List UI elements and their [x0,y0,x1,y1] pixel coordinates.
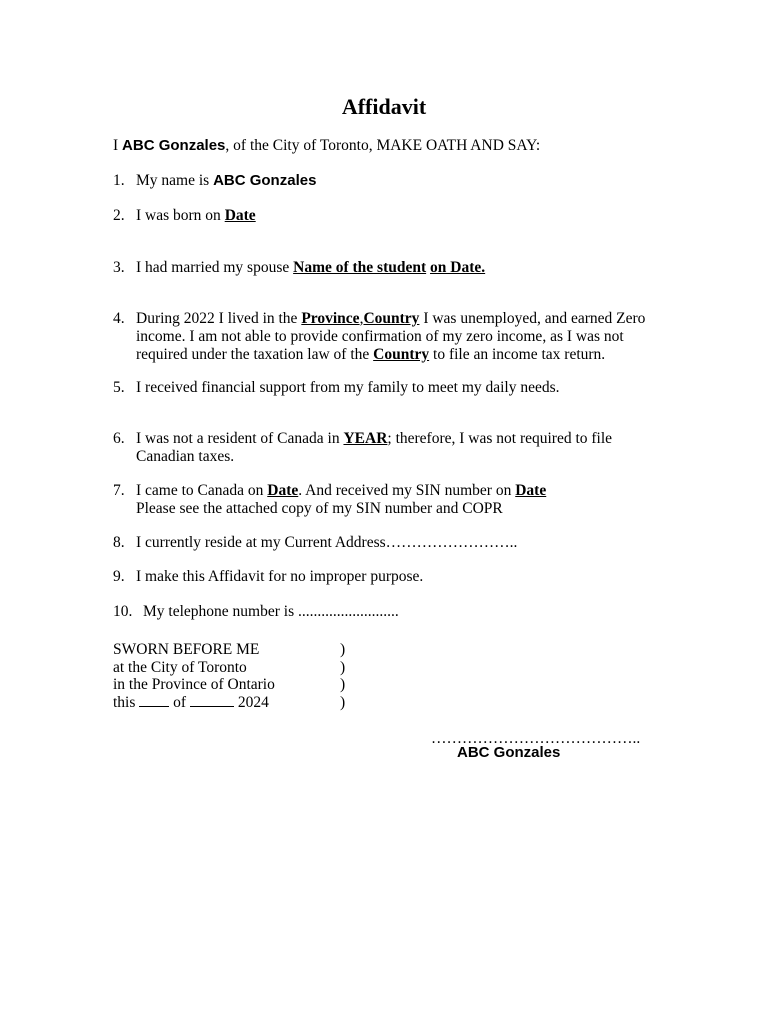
jurat-text: at the City of Toronto [113,658,247,676]
day-blank [139,694,169,707]
item-text-part: I currently reside at my Current Address…………………….. [136,534,518,551]
item-number: 9. [113,568,125,585]
item-text-part: My telephone number is .......................... [143,603,399,620]
jurat-line [113,659,353,677]
item-text [136,310,656,364]
signatory-name: ABC Gonzales [457,744,561,761]
intro-prefix: I [113,137,119,154]
arrival-date-field: Date [267,482,299,499]
item-text-part: I had married my spouse [136,259,294,276]
jurat-block [113,641,353,711]
signature-line: ………………………………….. [431,730,641,747]
item-text-part: . And received my SIN number on [298,482,516,499]
item-text-part: I was unemployed, and earned Zero [419,310,646,327]
item-text-part: I make this Affidavit for no improper purpose. [136,568,424,585]
item-text-part: My name is [136,172,214,189]
item-text [136,482,656,518]
item-text-part: I was born on [136,207,225,224]
item-number: 2. [113,207,125,224]
item-text [143,603,663,621]
jurat-paren: ) [340,676,346,693]
item-text-part: ; therefore, I was not required to file [387,430,613,447]
intro-suffix: , of the City of Toronto, MAKE OATH AND SAY: [225,137,541,154]
jurat-line [113,641,353,659]
jurat-line [113,676,353,694]
country-field: Country [363,310,420,327]
jurat-paren: ) [340,658,346,676]
jurat-line [113,694,353,712]
jurat-paren: ) [340,641,346,658]
item-text [136,207,656,225]
document-title: Affidavit [341,94,427,119]
deponent-name: ABC Gonzales [122,137,226,154]
item-text-part: , [359,310,364,327]
item-text [136,379,656,397]
intro-line [113,137,540,155]
deponent-name: ABC Gonzales [213,172,317,189]
item-text [136,568,656,586]
item-text-part: required under the taxation law of the [136,346,374,363]
jurat-text: of [173,693,187,711]
jurat-text: in the Province of Ontario [113,676,275,693]
jurat-year: 2024 [237,693,269,711]
jurat-text: SWORN BEFORE ME [113,641,260,658]
item-number: 8. [113,534,125,551]
date-field: Date [224,207,256,224]
item-text [136,172,656,190]
item-text-part: I was not a resident of Canada in [136,430,344,447]
item-number: 4. [113,310,125,327]
item-number: 10. [113,603,133,620]
item-number: 1. [113,172,125,189]
item-text-part: I received financial support from my family to meet my daily needs. [136,379,560,396]
country-field: Country [373,346,430,363]
sin-date-field: Date [515,482,547,499]
jurat-text: this [113,693,136,711]
item-text [136,534,656,552]
item-number: 3. [113,259,125,276]
item-text [136,430,656,466]
marriage-date-field: on Date. [430,259,486,276]
item-number: 7. [113,482,125,499]
jurat-paren: ) [340,693,346,711]
item-text [136,259,656,277]
item-number: 5. [113,379,125,396]
item-text-part: Please see the attached copy of my SIN number and COPR [136,500,503,517]
item-text-part: income. I am not able to provide confirmation of my zero income, as I was not [136,328,624,345]
item-text-part: I came to Canada on [136,482,268,499]
item-number: 6. [113,430,125,447]
spouse-name-field: Name of the student [293,259,427,276]
item-text-part: to file an income tax return. [429,346,606,363]
item-text-part: During 2022 I lived in the [136,310,302,327]
month-blank [190,694,234,707]
province-field: Province [301,310,360,327]
item-text-part: Canadian taxes. [136,448,235,465]
year-field: YEAR [343,430,388,447]
